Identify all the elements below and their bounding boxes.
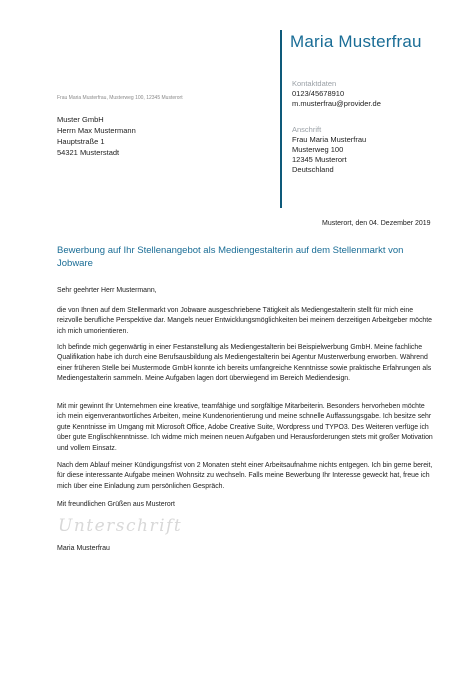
address-line: 12345 Musterort — [292, 155, 347, 164]
sender-return-line: Frau Maria Musterfrau, Musterweg 100, 12345 Musterort — [57, 95, 183, 101]
address-line: Frau Maria Musterfrau — [292, 135, 367, 144]
body-paragraph: Nach dem Ablauf meiner Kündigungsfrist von 2 Monaten steht einer Arbeitsaufnahme nichts entgegen. Ich bin gerne bereit, für diese interessante Aufgabe meinen Wohnsitz zu wechseln. Falls meine Bewerbung Ihr Interesse geweckt hat, freue ich mich über eine Einladung zum persönlichen Gespräch. — [57, 462, 433, 490]
phone-number: 0123/45678910 — [292, 89, 345, 98]
closing-line: Mit freundlichen Grüßen aus Musterort — [57, 501, 175, 508]
signature: Unterschrift — [58, 516, 183, 536]
letter-subject: Bewerbung auf Ihr Stellenangebot als Mediengestalterin auf dem Stellenmarkt von Jobware — [57, 245, 404, 269]
email-address: m.musterfrau@provider.de — [292, 99, 381, 108]
body-paragraph: Ich befinde mich gegenwärtig in einer Festanstellung als Mediengestalterin bei Beispielwerbung GmbH. Meine fachliche Qualifikation habe ich durch eine Berufsausbildung als Mediengestalterin bei Agentur Musterwerbung erworben. Während einer früheren Stelle bei Mustermode GmbH konnte ich bereits umfangreiche Kenntnisse sowie praktische Erfahrungen als Mediengestalterin sammeln. Meine Aufgaben lagen dort überwiegend im Bereich Mediendesign. — [57, 344, 432, 383]
recipient-line: Hauptstraße 1 — [57, 137, 105, 146]
salutation: Sehr geehrter Herr Mustermann, — [57, 287, 157, 294]
contact-label: Kontaktdaten — [292, 79, 337, 88]
signature-name: Maria Musterfrau — [57, 545, 110, 552]
address-label: Anschrift — [292, 125, 322, 134]
recipient-line: Muster GmbH — [57, 115, 104, 124]
address-line: Musterweg 100 — [292, 145, 344, 154]
recipient-line: Herrn Max Mustermann — [57, 126, 136, 135]
body-paragraph: Mit mir gewinnt Ihr Unternehmen eine kreative, teamfähige und sorgfältige Mitarbeiterin. Besonders hervorheben möchte ich mein eigenverantwortliches Arbeiten, meine Kundenorientierung und meine schnelle Auffassungsgabe. Ich besitze sehr gute Kenntnisse im Umgang mit Microsoft Office, Adobe Creative Suite, Wordpress und TYPO3. Des Weiteren verfüge ich über gute Englischkenntnisse. Ich widme mich meinen neuen Aufgaben und Herausforderungen stets mit großer Motivation und vollem Einsatz. — [57, 403, 433, 452]
body-paragraph: die von Ihnen auf dem Stellenmarkt von Jobware ausgeschriebene Tätigkeit als Mediengestalterin stellt für mich eine reizvolle berufliche Perspektive dar. Mangels neuer Entwicklungsmöglichkeiten bei meinem derzeitigen Arbeitgeber möchte ich mich umorientieren. — [57, 307, 432, 335]
header-divider — [280, 30, 282, 208]
applicant-name: Maria Musterfrau — [290, 32, 422, 51]
address-line: Deutschland — [292, 165, 334, 174]
recipient-line: 54321 Musterstadt — [57, 148, 120, 157]
letter-date: Musterort, den 04. Dezember 2019 — [322, 220, 431, 227]
